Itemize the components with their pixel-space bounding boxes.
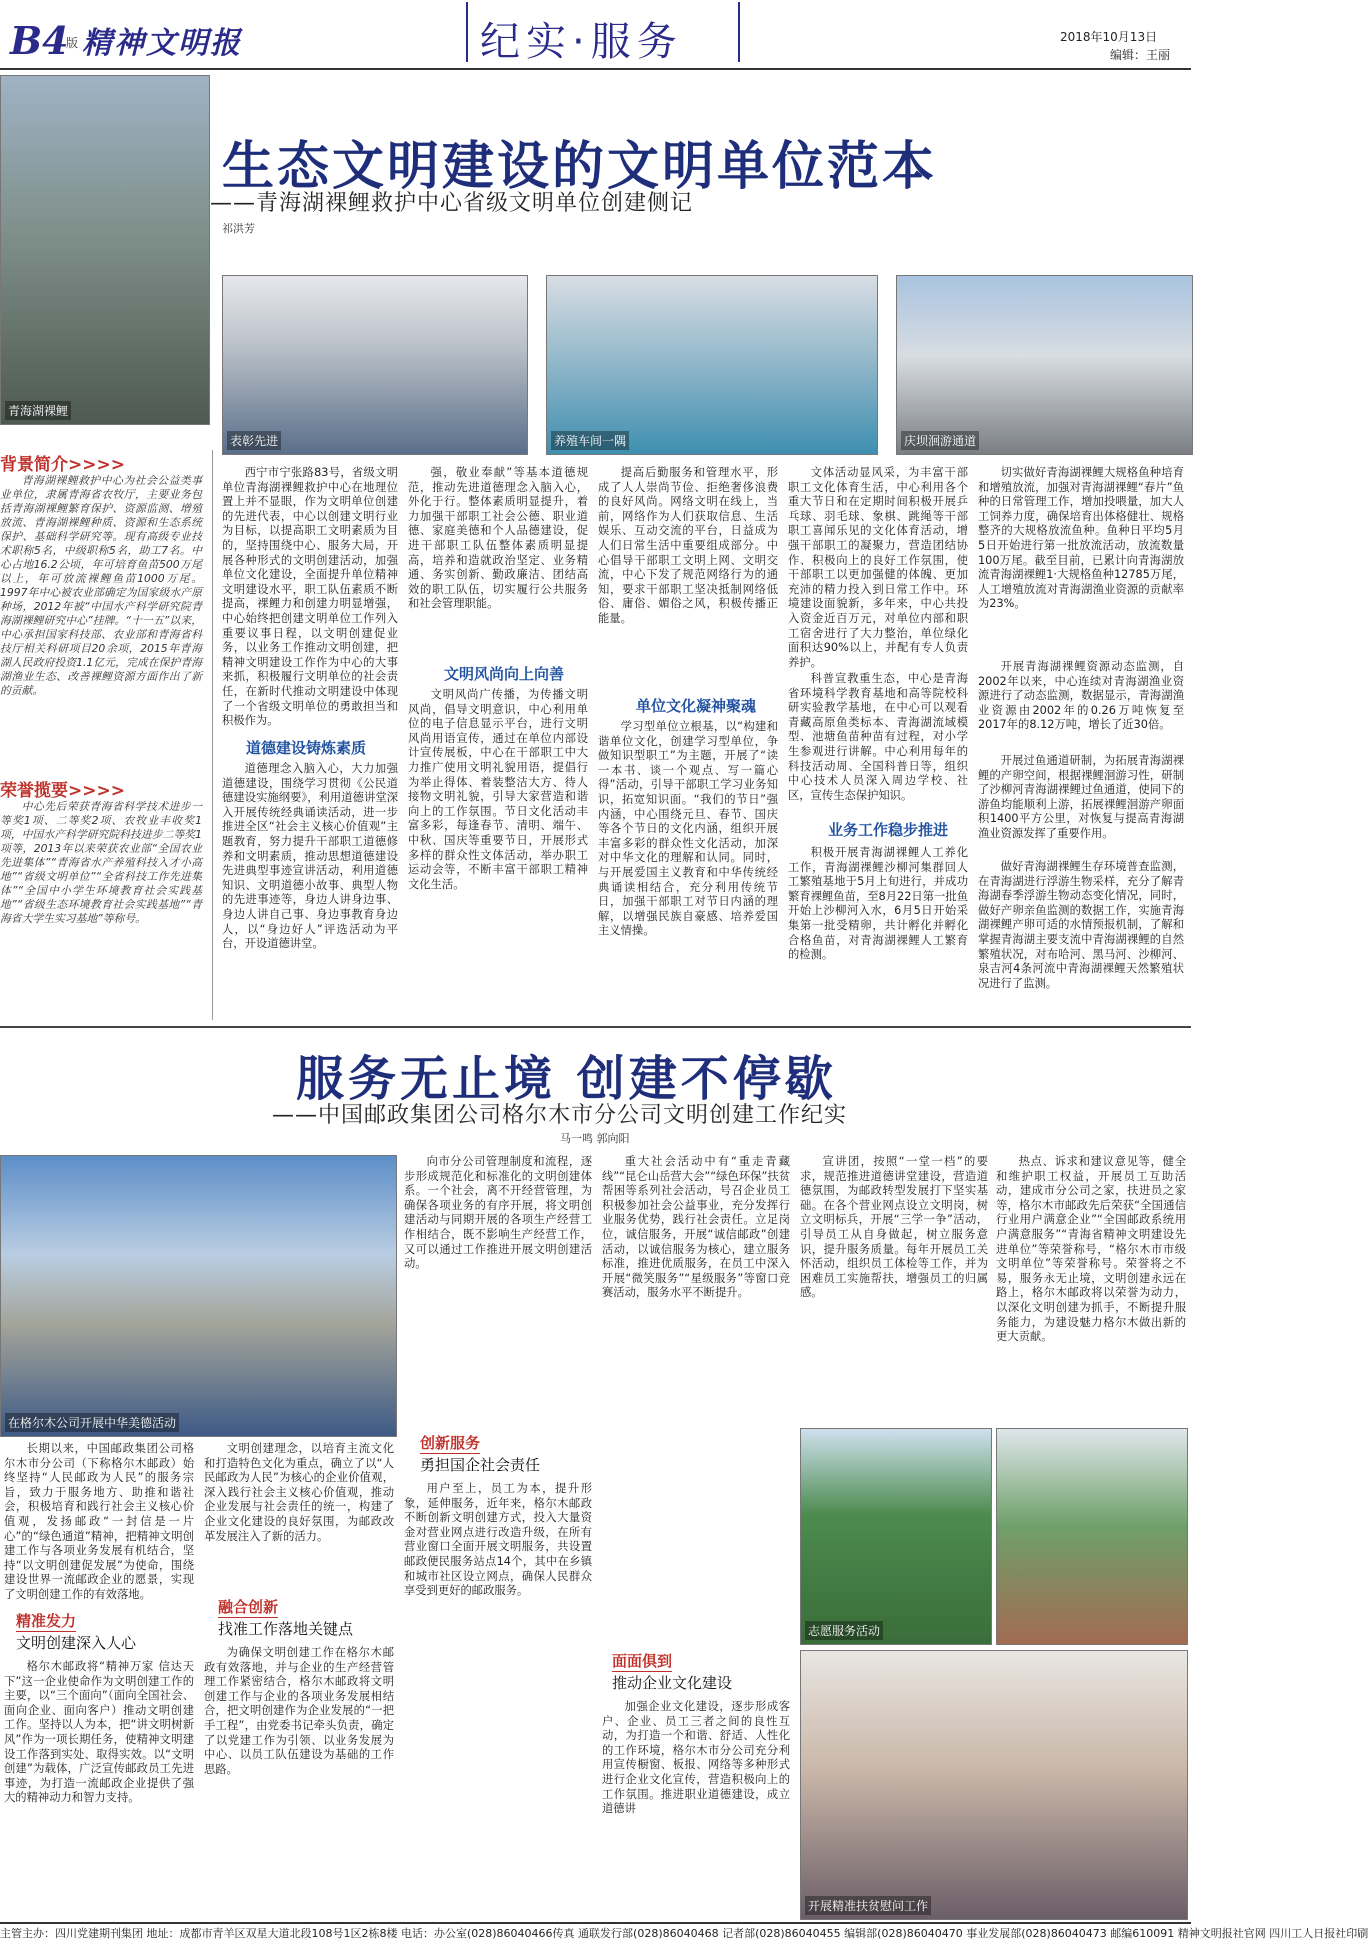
tag-integration-text: 为确保文明创建工作在格尔木邮政有效落地，并与企业的生产经营管理工作紧密结合，格尔木邮政将文明创建工作与企业的各项业务发展相结合，把文明创建作为企业发展的“一把手工程”，由党委书记牵头负责，确定了以党建工作为引领、以业务发展为中心、以员工队伍建设为基础的工作思路。 <box>204 1646 394 1776</box>
tag-integration-sub: 找准工作落地关键点 <box>218 1620 354 1638</box>
photo-poverty-relief-visit <box>800 1650 1188 1920</box>
article1-intro-text: 西宁市宁张路83号，省级文明单位青海湖裸鲤救护中心在地理位置上并不显眼，作为文明单位创建的先进代表，中心以创建文明行业为目标，以提高职工文明素质为目的，坚持围绕中心、服务大局，开展各种形式的文明创建活动，加强单位文化建设，全面提升单位精神文明建设水平，职工队伍素质不断提高，裸鲤力和创建力明显增强，中心始终把创建文明单位工作列入重要议事日程，以文明创建促业务，以业务工作推动文明创建，把精神文明建设工作作为中心的大事来抓，积极履行文明单位的社会责任，在新时代推动文明建设中体现了一个省级文明单位的勇敢担当和积极作为。 <box>222 466 398 728</box>
article2-colC-text: 向市分公司管理制度和流程，逐步形成规范化和标准化的文明创建体系。一个社会，离不开经营管理，为确保各项业务的有序开展，将文明创建活动与同期开展的各项生产经营工作相结合，既不影响生产经营工作，又可以通过工作推进开展文明创建活动。 <box>404 1155 592 1271</box>
tag-comprehensive-sub: 推动企业文化建设 <box>612 1674 733 1692</box>
section-title: 纪实·服务 <box>480 19 683 65</box>
photo-commendation <box>222 275 528 455</box>
section-heading-civility: 文明风尚向上向善 <box>444 665 565 683</box>
article1-col5-text-d: 做好青海湖裸鲤生存环境普查监测，在青海湖进行浮游生物采样，充分了解青海湖春季浮游生物动态变化情况，同时，做好产卵亲鱼监测的数据工作，实施青海湖裸鲤产卵可适的水情预报机制，了解和掌握青海湖主要支流中青海湖裸鲤的自然繁殖状况，对布哈河、黑马河、沙柳河、泉吉河4条河流中青海湖裸鲤天然繁殖状况进行了监测。 <box>978 860 1184 990</box>
tag-innovative-service-text: 用户至上，员工为本，提升形象，延伸服务，近年来，格尔木邮政不断创新文明创建方式，投入大量资金对营业网点进行改造升级，在所有营业窗口全面开展文明服务，共设置邮政便民服务站点14个，其中在乡镇和城市社区设立网点，确保人民群众享受到更好的邮政服务。 <box>404 1482 592 1598</box>
photo-breeding-workshop <box>546 275 878 455</box>
section-heading-moral: 道德建设铸炼素质 <box>246 739 367 757</box>
photo-caption: 养殖车间一隅 <box>551 431 629 450</box>
article1-subtitle: ——青海湖裸鲤救护中心省级文明单位创建侧记 <box>210 191 694 216</box>
article1-col5-text-a: 切实做好青海湖裸鲤大规格鱼种培育和增殖放流，加强对青海湖裸鲤“春片”鱼种的日常管理工作，增加投喂量，加大人工饲养力度，确保培育出体格健壮、规格整齐的大规格放流鱼种。鱼种日平均5月5日开始进行第一批放流活动，放流数量100万尾。截至目前，已累计向青海湖放流青海湖裸鲤1·大规格鱼种12785万尾，人工增殖放流对青海湖渔业资源的贡献率为23%。 <box>978 466 1184 611</box>
tag-precise-effort: 精准发力 <box>16 1612 77 1630</box>
tag-innovative-service-sub: 勇担国企社会责任 <box>420 1456 541 1474</box>
page-number: B4 <box>10 18 69 63</box>
article1-col4-text-a: 文体活动显风采，为丰富干部职工文化体育生活，中心利用各个重大节日和在定期时间积极开展乒乓球、羽毛球、象棋、跳绳等干部职工喜闻乐见的文化体育活动，增强干部职工的凝聚力，营造团结协作、积极向上的良好工作氛围，使干部职工以更加强健的体魄、更加充沛的精力投入到日常工作中。环境建设面貌新，多年来，中心共投入资金近百万元，对单位内部和职工宿舍进行了大力整治，单位绿化面积达90%以上，并配有专人负责养护。 <box>788 466 968 669</box>
article1-col5-text-c: 开展过鱼通道研制，为拓展青海湖裸鲤的产卵空间，根据裸鲤洄游习性，研制了沙柳河青海湖裸鲤过鱼通道，使同下的游鱼均能顺利上游，拓展裸鲤洄游产卵面积1400平方公里，对恢复与提高青海湖渔业资源发挥了重要作用。 <box>978 754 1184 840</box>
photo-caption: 志愿服务活动 <box>805 1621 883 1640</box>
photo-caption: 在格尔木公司开展中华美德活动 <box>5 1413 179 1432</box>
article1-col4-text-b: 科普宣教重生态，中心是青海省环境科学教育基地和高等院校科研实验教学基地，在中心可以观看青藏高原鱼类标本、青海湖流域模型、池塘鱼苗种苗有过程，对小学生参观进行讲解。中心利用每年的科技活动周、全国科普日等，组织中心技术人员深入周边学校、社区，宣传生态保护知识。 <box>788 672 968 802</box>
tag-precise-effort-sub: 文明创建深入人心 <box>16 1634 137 1652</box>
background-intro-text: 青海湖裸鲤救护中心为社会公益类事业单位，隶属青海省农牧厅，主要业务包括青海湖裸鲤繁育保护、资源监测、增殖放流、青海湖裸鲤种质、资源和生态系统保护、基础科学研究等。现有高级专业技术职称5名，中级职称5名，助工7名。中心占地16.2公顷，年可培育鱼苗500万尾以上，年可放流裸鲤鱼苗1000万尾。1997年中心被农业部确定为国家级水产原种场，2012年被“中国水产科学研究院青海湖裸鲤研究中心”挂牌。“十一五”以来，中心承担国家科技部、农业部和青海省科技厅相关科研项目20余项，2015年青海湖人民政府投资1.1亿元，完成在保护青海湖渔业生态、改善裸鲤资源方面作出了新的贡献。 <box>0 474 202 697</box>
article1-col2-text: 强，敬业奉献”等基本道德规范，推动先进道德理念入脑入心，外化于行。整体素质明显提升，着力加强干部职工社会公德、职业道德、家庭美德和个人品德建设，促进干部职工队伍整体素质明显提高，培养和造就政治坚定、业务精通、务实创新、勤政廉洁、团结高效的职工队伍，切实履行公共服务和社会管理职能。 <box>408 466 588 611</box>
article2-colD-text: 重大社会活动中有“重走青藏线”“昆仑山岳营大会”“绿色环保”扶贫帮困等系列社会活动，号召企业员工积极参加社会公益事业，充分发挥行业服务优势，践行社会责任。立足岗位，诚信服务，开展“诚信邮政”创建活动，以诚信服务为核心，建立服务标准，推进优质服务，在员工中深入开展“微笑服务”“星级服务”等窗口竞赛活动，服务水平不断提升。 <box>602 1155 790 1300</box>
article2-byline: 马一鸣 郭向阳 <box>560 1132 630 1145</box>
editor: 编辑：王丽 <box>1110 48 1171 62</box>
tag-integration: 融合创新 <box>218 1598 279 1616</box>
tag-comprehensive: 面面俱到 <box>612 1652 673 1670</box>
paper-name-logo: 精神文明报 <box>82 26 242 61</box>
photo-caption: 表彰先进 <box>227 431 281 450</box>
photo-volunteer-flags-2 <box>996 1428 1188 1645</box>
photo-group-activity <box>0 1155 397 1437</box>
article2-colB-text: 文明创建理念，以培育主流文化和打造特色文化为重点，确立了以“人民邮政为人民”为核心的企业价值观，深入践行社会主义核心价值观，推动企业发展与社会责任的统一，构建了企业文化建设的良好氛围，为邮政改革发展注入了新的活力。 <box>204 1442 394 1543</box>
section-heading-business: 业务工作稳步推进 <box>828 821 949 839</box>
tag-comprehensive-text: 加强企业文化建设，逐步形成客户、企业、员工三者之间的良性互动，为打造一个和谐、舒适、人性化的工作环境，格尔木市分公司充分利用宣传橱窗、板报、网络等多种形式进行企业文化宣传，营造积极向上的工作氛围。推进职业道德建设，成立道德讲 <box>602 1700 790 1918</box>
tag-innovative-service: 创新服务 <box>420 1434 481 1452</box>
section-text-culture: 学习型单位立根基，以“构建和谐单位文化，创建学习型单位，争做知识型职工”为主题，开展了“读一本书、谈一个观点、写一篇心得”活动，引导干部职工学习业务知识，拓宽知识面。“我们的节日”强内涵，中心围绕元旦、春节、国庆等各个节日的文化内涵，组织开展丰富多彩的群众性文化活动，加深对中华文化的理解和认同。同时，与开展爱国主义教育和中华传统经典诵读相结合，充分利用传统节日，加强干部职工对节日内涵的理解，以增强民族自豪感、培养爱国主义情操。 <box>598 720 778 938</box>
section-text-business: 积极开展青海湖裸鲤人工养化工作，青海湖裸鲤沙柳河集群回人工繁殖基地于5月上旬进行，并成功繁育裸鲤鱼苗，至8月22日第一批鱼开始上沙柳河入水，6月5日开始采集第一批受精卵，共计孵化并孵化合格鱼苗，对青海湖裸鲤人工繁育的检测。 <box>788 846 968 962</box>
photo-volunteer-flags-1 <box>800 1428 992 1645</box>
photo-caption: 开展精准扶贫慰问工作 <box>805 1896 931 1915</box>
article1-title: 生态文明建设的文明单位范本 <box>222 137 938 197</box>
photo-fish-passage <box>896 275 1193 455</box>
section-text-moral: 道德理念入脑入心，大力加强道德建设，围绕学习贯彻《公民道德建设实施纲要》，利用道德讲堂深入开展传统经典诵读活动，进一步推进全区“社会主义核心价值观”主题教育，努力提升干部职工道德修养和文明素质，推动思想道德建设先进典型事迹宣讲活动，利用道德知识、文明道德小故事、典型人物的先进事迹等，身边人讲身边事、身边人讲自己事、身边事教育身边人，以“身边好人”评选活动为平台，开设道德讲堂。 <box>222 762 398 951</box>
section-text-civility: 文明风尚广传播，为传播文明风尚，倡导文明意识，中心利用单位的电子信息显示平台，进行文明风尚用语宣传，通过在单位内部设计宣传展板，中心在干部职工中大力推广使用文明礼貌用语，提倡行为举止得体、着装整洁大方、待人接物文明礼貌，引导大家营造和谐向上的工作氛围。节日文化活动丰富多彩，每逢春节、清明、端午、中秋、国庆等重要节日，开展形式多样的群众性文体活动，举办职工运动会等，不断丰富干部职工精神文化生活。 <box>408 688 588 891</box>
article2-colF-text: 热点、诉求和建议意见等，健全和维护职工权益，开展员工互助活动，建成市分公司之家，扶进员之家等，格尔木市邮政先后荣获“全国通信行业用户满意企业”“全国邮政系统用户满意服务”“青海省精神文明建设先进单位”等荣誉称号，“格尔木市市级文明单位”等荣誉称号。荣誉将之不易，服务永无止境，文明创建永远在路上，格尔木邮政将以荣誉为动力，以深化文明创建为抓手，不断提升服务能力，为建设魅力格尔木做出新的更大贡献。 <box>996 1155 1186 1344</box>
background-intro-title: 背景简介>>>> <box>0 455 125 475</box>
issue-date: 2018年10月13日 <box>1060 30 1158 44</box>
photo-caption: 青海湖裸鲤 <box>5 401 71 420</box>
honors-text: 中心先后荣获青海省科学技术进步一等奖1项、二等奖2项、农牧业丰收奖1项，中国水产科学研究院科技进步二等奖1项等，2013年以来荣获农业部“全国农业先进集体”“青海省水产养殖科技入才小高地”“省级文明单位”“全省科技工作先进集体”“全国中小学生环境教育社会实践基地”“省级生态环境教育社会实践基地”“青海省大学生实习基地”等称号。 <box>0 800 202 925</box>
column-divider <box>212 450 213 1020</box>
article1-col5-text-b: 开展青海湖裸鲤资源动态监测，自2002年以来，中心连续对青海湖渔业资源进行了动态监测，数据显示，青海湖渔业资源由2002年的0.26万吨恢复至2017年的8.12万吨，增长了近30倍。 <box>978 660 1184 732</box>
masthead <box>0 0 1191 70</box>
tag-precise-effort-text: 格尔木邮政将“精神万家 信达天下”这一企业使命作为文明创建工作的主要，以“三个面向”（面向全国社会、面向企业、面向客户）推动文明创建工作。坚持以人为本，把“讲文明树新风”作为一项长期任务，使精神文明建设工作落到实处、取得实效。以“文明创建”为载体，广泛宣传邮政员工先进事迹，为打造一流邮政企业提供了强大的精神动力和智力支持。 <box>4 1660 194 1805</box>
article1-col3-text: 提高后勤服务和管理水平，形成了人人崇尚节俭、拒绝奢侈浪费的良好风尚。网络文明在线上，当前，网络作为人们获取信息、生活娱乐、互动交流的平台，日益成为人们日常生活中重要组成部分。中心倡导干部职工文明上网、文明交流，中心下发了规范网络行为的通知，要求干部职工坚决抵制网络低俗、庸俗、媚俗之风，积极传播正能量。 <box>598 466 778 625</box>
page-suffix: 版 <box>66 36 79 50</box>
article2-subtitle: ——中国邮政集团公司格尔木市分公司文明创建工作纪实 <box>272 1103 848 1128</box>
photo-carp-release <box>0 75 210 425</box>
article1-byline: 祁洪芳 <box>222 222 255 235</box>
honors-title: 荣誉揽要>>>> <box>0 781 125 801</box>
article2-intro-text: 长期以来，中国邮政集团公司格尔木市分公司（下称格尔木邮政）始终坚持“人民邮政为人民”的服务宗旨，致力于服务地方、助推和谐社会，积极培育和践行社会主义核心价值观，发扬邮政“一封信是一片心”的“绿色通道”精神，把精神文明创建工作与各项业务发展有机结合，坚持“以文明创建促发展”为使命，围绕建设世界一流邮政企业的愿景，实现了文明创建工作的有效落地。 <box>4 1442 194 1601</box>
photo-caption: 庆坝洄游通道 <box>901 431 979 450</box>
page-footer: 主管主办：四川党建期刊集团 地址：成都市青羊区双星大道北段108号1区2栋8楼 电话：办公室(028)86040466传真 通联发行部(028)86040468 记者部(028)86040455 编辑部(028)86040470 事业发展部(028)86040473 邮编610091 精神文明报社官网 四川工人日报社印刷 <box>0 1922 1191 1945</box>
section-heading-culture: 单位文化凝神聚魂 <box>636 697 757 715</box>
article2-colE-text: 宣讲团，按照“一堂一档”的要求，规范推进道德讲堂建设，营造道德氛围，为邮政转型发展打下坚实基础。在各个营业网点设立文明岗，树立文明标兵，开展“三学一争”活动，引导员工从自身做起，树立服务意识，提升服务质量。每年开展员工关怀活动，组织员工体检等工作，并为困难员工实施帮扶，增强员工的归属感。 <box>800 1155 988 1300</box>
article2-title: 服务无止境 创建不停歇 <box>296 1051 837 1107</box>
article-separator <box>0 1026 1191 1028</box>
